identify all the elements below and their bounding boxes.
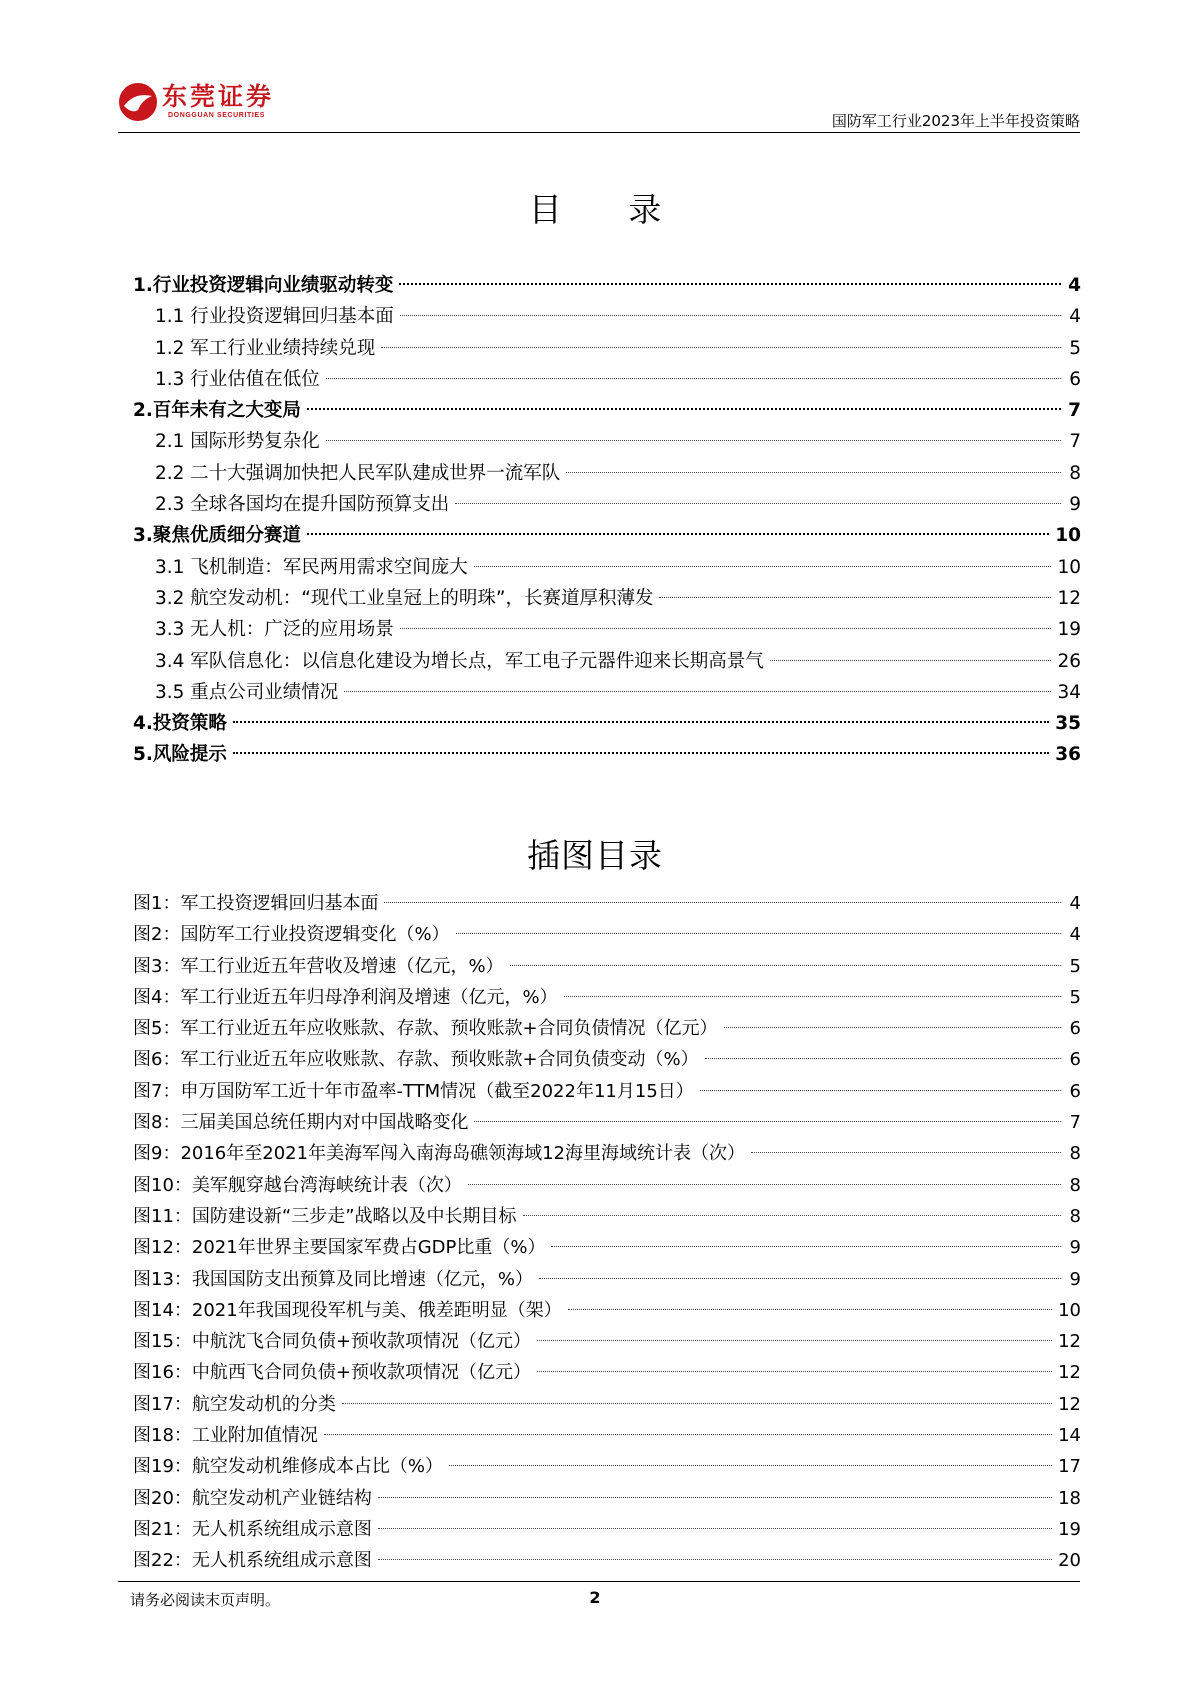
entry-label: 3.5 重点公司业绩情况	[155, 681, 339, 703]
figure-list-title: 插图目录	[527, 836, 663, 875]
toc-entry-chapter[interactable]	[133, 270, 1081, 301]
entry-page-number: 12	[1057, 587, 1081, 609]
entry-label: 2.2 二十大强调加快把人民军队建成世界一流军队	[155, 462, 561, 484]
entry-page-number: 10	[1058, 1299, 1081, 1321]
toc-entry-section[interactable]	[133, 646, 1081, 677]
header-divider	[118, 132, 1080, 133]
dot-leader	[326, 440, 1061, 441]
figure-entry[interactable]	[133, 1295, 1081, 1326]
entry-label: 3.3 无人机：广泛的应用场景	[155, 619, 394, 641]
toc-entry-section[interactable]	[133, 458, 1081, 489]
toc-entry-section[interactable]	[133, 614, 1081, 645]
figure-entry[interactable]	[133, 1326, 1081, 1357]
dot-leader	[474, 1121, 1061, 1122]
entry-label: 图10：美军舰穿越台湾海峡统计表（次）	[133, 1174, 462, 1196]
toc-entry-section[interactable]	[133, 426, 1081, 457]
entry-label: 图22：无人机系统组成示意图	[133, 1550, 372, 1572]
dot-leader	[324, 1434, 1052, 1435]
entry-label: 4.投资策略	[133, 713, 227, 735]
entry-label: 1.3 行业估值在低位	[155, 368, 320, 390]
entry-page-number: 9	[1069, 494, 1081, 516]
entry-page-number: 8	[1069, 1174, 1081, 1196]
disclaimer-note: 请务必阅读末页声明。	[130, 1591, 281, 1609]
dot-leader	[551, 1246, 1061, 1247]
entry-page-number: 10	[1057, 556, 1081, 578]
entry-page-number: 17	[1058, 1456, 1081, 1478]
logo-emblem-icon	[118, 82, 158, 122]
entry-page-number: 5	[1069, 955, 1081, 977]
toc-entry-chapter[interactable]	[133, 739, 1081, 770]
entry-page-number: 12	[1058, 1393, 1081, 1415]
entry-label: 图1：军工投资逻辑回归基本面	[133, 893, 379, 914]
entry-page-number: 6	[1069, 1080, 1081, 1102]
dot-leader	[564, 996, 1061, 997]
figure-entry[interactable]	[133, 1170, 1081, 1201]
entry-label: 2.百年未有之大变局	[133, 400, 301, 422]
dot-leader	[456, 933, 1061, 934]
entry-page-number: 20	[1058, 1550, 1081, 1572]
entry-page-number: 7	[1069, 431, 1081, 453]
entry-page-number: 10	[1055, 525, 1081, 547]
toc-list	[133, 270, 1081, 771]
entry-page-number: 35	[1055, 713, 1081, 735]
dot-leader	[378, 1528, 1052, 1529]
entry-label: 图12：2021年世界主要国家军费占GDP比重（%）	[133, 1237, 546, 1259]
dot-leader	[400, 315, 1061, 316]
entry-label: 2.3 全球各国均在提升国防预算支出	[155, 494, 450, 516]
dot-leader	[455, 503, 1061, 504]
entry-page-number: 5	[1069, 986, 1081, 1008]
entry-label: 图18：工业附加值情况	[133, 1425, 318, 1447]
toc-entry-section[interactable]	[133, 552, 1081, 583]
figure-entry[interactable]	[133, 951, 1081, 982]
entry-page-number: 12	[1058, 1331, 1081, 1353]
entry-label: 图6：军工行业近五年应收账款、存款、预收账款+合同负债变动（%）	[133, 1049, 699, 1071]
entry-label: 3.1 飞机制造：军民两用需求空间庞大	[155, 556, 468, 578]
toc-entry-section[interactable]	[133, 333, 1081, 364]
dot-leader	[751, 1152, 1061, 1153]
entry-page-number: 14	[1058, 1425, 1081, 1447]
dot-leader	[537, 1371, 1052, 1372]
entry-page-number: 19	[1058, 1518, 1081, 1540]
entry-label: 图3：军工行业近五年营收及增速（亿元，%）	[133, 955, 504, 977]
figure-entry[interactable]	[133, 888, 1081, 919]
entry-label: 1.2 军工行业业绩持续兑现	[155, 337, 376, 359]
toc-entry-chapter[interactable]	[133, 520, 1081, 551]
figure-entry[interactable]	[133, 1451, 1081, 1482]
toc-title: 目 录	[528, 190, 690, 229]
report-title: 国防军工行业2023年上半年投资策略	[831, 112, 1080, 130]
entry-label: 图17：航空发动机的分类	[133, 1393, 336, 1415]
entry-page-number: 12	[1058, 1362, 1081, 1384]
entry-page-number: 26	[1057, 650, 1081, 672]
figure-entry[interactable]	[133, 1232, 1081, 1263]
dot-leader	[700, 1090, 1061, 1091]
toc-entry-section[interactable]	[133, 677, 1081, 708]
entry-label: 图5：军工行业近五年应收账款、存款、预收账款+合同负债情况（亿元）	[133, 1018, 718, 1040]
entry-label: 图9：2016年至2021年美海军闯入南海岛礁领海域12海里海域统计表（次）	[133, 1143, 745, 1165]
dot-leader	[523, 1215, 1061, 1216]
entry-page-number: 6	[1069, 1018, 1081, 1040]
entry-page-number: 34	[1057, 681, 1081, 703]
entry-page-number: 9	[1069, 1268, 1081, 1290]
entry-label: 图11：国防建设新“三步走”战略以及中长期目标	[133, 1205, 517, 1227]
entry-page-number: 7	[1069, 1112, 1081, 1134]
entry-page-number: 6	[1069, 368, 1081, 390]
dot-leader	[399, 283, 1061, 285]
figure-entry[interactable]	[133, 1013, 1081, 1044]
entry-page-number: 4	[1069, 893, 1081, 914]
dot-leader	[510, 965, 1061, 966]
entry-label: 图4：军工行业近五年归母净利润及增速（亿元，%）	[133, 986, 558, 1008]
entry-label: 图16：中航西飞合同负债+预收款项情况（亿元）	[133, 1362, 531, 1384]
dot-leader	[539, 1278, 1061, 1279]
figure-entry[interactable]	[133, 919, 1081, 950]
figure-entry[interactable]	[133, 1514, 1081, 1545]
dot-leader	[342, 1403, 1052, 1404]
entry-page-number: 36	[1055, 744, 1081, 766]
dot-leader	[400, 628, 1052, 629]
dot-leader	[566, 472, 1061, 473]
dot-leader	[705, 1058, 1061, 1059]
entry-label: 图13：我国国防支出预算及同比增速（亿元，%）	[133, 1268, 534, 1290]
entry-label: 图15：中航沈飞合同负债+预收款项情况（亿元）	[133, 1331, 531, 1353]
figure-list	[133, 888, 1081, 1577]
entry-label: 图20：航空发动机产业链结构	[133, 1487, 372, 1509]
figure-entry[interactable]	[133, 1107, 1081, 1138]
dot-leader	[378, 1497, 1052, 1498]
dot-leader	[307, 408, 1061, 410]
figure-entry[interactable]	[133, 1138, 1081, 1169]
page-header	[118, 72, 1080, 134]
dot-leader	[326, 378, 1061, 379]
entry-page-number: 19	[1057, 619, 1081, 641]
page-number: 2	[589, 1588, 601, 1607]
entry-label: 2.1 国际形势复杂化	[155, 431, 320, 453]
entry-page-number: 7	[1068, 400, 1081, 422]
toc-entry-section[interactable]	[133, 301, 1081, 332]
dot-leader	[537, 1340, 1052, 1341]
dot-leader	[384, 902, 1061, 903]
toc-entry-chapter[interactable]	[133, 708, 1081, 739]
logo-subtext: DONGGUAN SECURITIES	[168, 112, 265, 119]
logo-text: 东莞证券	[162, 82, 275, 111]
entry-page-number: 4	[1069, 924, 1081, 946]
dot-leader	[344, 691, 1051, 692]
entry-label: 3.2 航空发动机：“现代工业皇冠上的明珠”，长赛道厚积薄发	[155, 587, 654, 609]
dot-leader	[378, 1559, 1052, 1560]
dot-leader	[233, 752, 1049, 754]
entry-label: 3.4 军队信息化：以信息化建设为增长点，军工电子元器件迎来长期高景气	[155, 650, 764, 672]
entry-label: 1.行业投资逻辑向业绩驱动转变	[133, 275, 394, 296]
entry-page-number: 8	[1069, 1143, 1081, 1165]
entry-label: 图8：三届美国总统任期内对中国战略变化	[133, 1112, 469, 1134]
dot-leader	[770, 660, 1052, 661]
entry-label: 图7：申万国防军工近十年市盈率-TTM情况（截至2022年11月15日）	[133, 1080, 694, 1102]
toc-entry-section[interactable]	[133, 364, 1081, 395]
entry-label: 图14：2021年我国现役军机与美、俄差距明显（架）	[133, 1299, 562, 1321]
figure-entry[interactable]	[133, 1357, 1081, 1388]
figure-entry[interactable]	[133, 1264, 1081, 1295]
entry-label: 图19：航空发动机维修成本占比（%）	[133, 1456, 444, 1478]
figure-entry[interactable]	[133, 1076, 1081, 1107]
figure-entry[interactable]	[133, 1420, 1081, 1451]
figure-entry[interactable]	[133, 1389, 1081, 1420]
dot-leader	[307, 533, 1049, 535]
toc-entry-section[interactable]	[133, 489, 1081, 520]
figure-entry[interactable]	[133, 1483, 1081, 1514]
entry-label: 1.1 行业投资逻辑回归基本面	[155, 306, 394, 328]
figure-entry[interactable]	[133, 1201, 1081, 1232]
entry-page-number: 9	[1069, 1237, 1081, 1259]
figure-entry[interactable]	[133, 982, 1081, 1013]
toc-entry-chapter[interactable]	[133, 395, 1081, 426]
dot-leader	[724, 1027, 1061, 1028]
footer-divider	[118, 1581, 1080, 1582]
entry-page-number: 8	[1069, 1205, 1081, 1227]
dot-leader	[568, 1309, 1052, 1310]
dot-leader	[381, 347, 1061, 348]
company-logo	[118, 82, 293, 126]
entry-label: 3.聚焦优质细分赛道	[133, 525, 301, 547]
figure-entry[interactable]	[133, 1545, 1081, 1576]
entry-label: 图2：国防军工行业投资逻辑变化（%）	[133, 924, 450, 946]
entry-page-number: 6	[1069, 1049, 1081, 1071]
entry-page-number: 4	[1069, 306, 1081, 328]
entry-label: 5.风险提示	[133, 744, 227, 766]
dot-leader	[659, 597, 1051, 598]
entry-page-number: 4	[1068, 275, 1081, 296]
figure-entry[interactable]	[133, 1044, 1081, 1075]
toc-entry-section[interactable]	[133, 583, 1081, 614]
entry-page-number: 5	[1069, 337, 1081, 359]
dot-leader	[474, 566, 1052, 567]
dot-leader	[468, 1184, 1061, 1185]
dot-leader	[449, 1465, 1052, 1466]
entry-label: 图21：无人机系统组成示意图	[133, 1518, 372, 1540]
entry-page-number: 18	[1058, 1487, 1081, 1509]
entry-page-number: 8	[1069, 462, 1081, 484]
dot-leader	[233, 721, 1049, 723]
